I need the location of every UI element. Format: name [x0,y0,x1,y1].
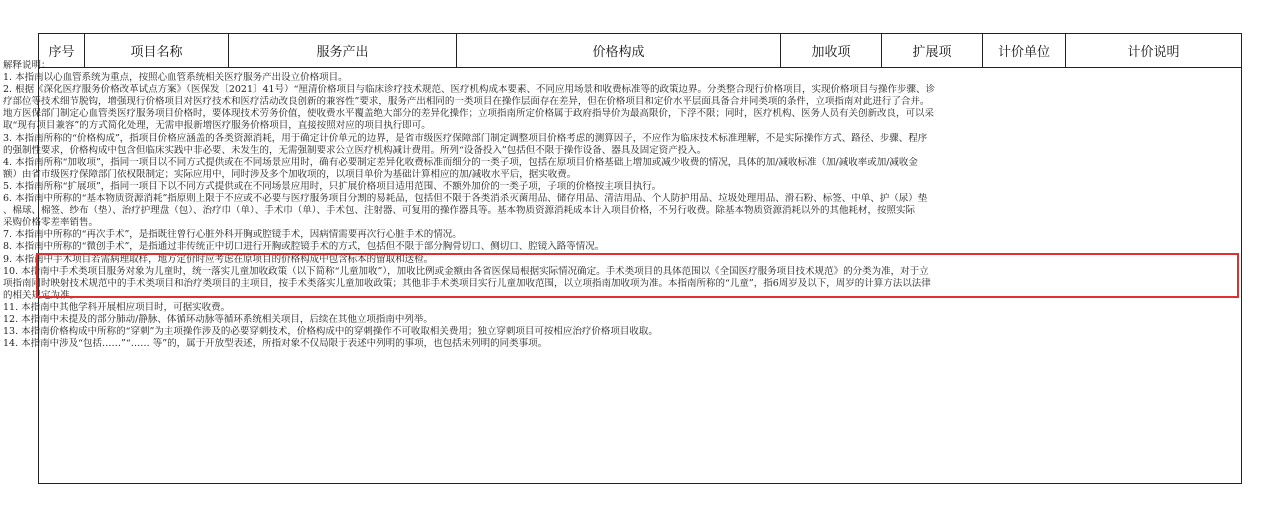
header-pricing-notes: 计价说明 [1127,45,1180,60]
header-price-composition: 价格构成 [457,34,781,67]
header-service-output: 服务产出 [229,34,457,67]
note-line: 疗部位等技术细节脱钩，增强现行价格项目对医疗技术和医疗活动改良创新的兼容性”要求，服务产出相同的一类项目在操作层面存在差异，但在价格项目和定价水平层面具备合并同类项的条件，立项指南对此进行了合并。 [3,96,930,108]
note-line: 10. 本指南中手术类项目服务对象为儿童时，统一落实儿童加收政策（以下简称“儿童加收”），加收比例或金额由各省医保局根据实际情况确定。手术类项目的具体范围以《全国医疗服务项目技术规范》的分类为准，对于立 [3,265,929,277]
note-line: 额）由省市级医疗保障部门依权限制定；实际应用中，同时涉及多个加收项的，以项目单价为基础计算相应的加/减收水平后，据实收费。 [3,168,577,180]
note-line: 8. 本指南中所称的“微创手术”，是指通过非传统正中切口进行开胸或腔镜手术的方式，包括但不限于部分胸骨切口、侧切口、腔镜入路等情况。 [3,241,605,253]
header-item-name: 项目名称 [85,34,229,67]
note-line: 14. 本指南中涉及“包括……”“…… 等”的，属于开放型表述，所指对象不仅局限于表述中列明的事项，也包括未列明的同类事项。 [3,338,548,350]
notes-title: 解释说明： [3,60,51,71]
note-line: 2. 根据《深化医疗服务价格改革试点方案》（医保发〔2021〕41号）“厘清价格项目与临床诊疗技术规范、医疗机构成本要素、不同应用场景和收费标准等的政策边界。分类整合现行价格项目，实现价格项目与操作步骤、诊 [3,84,935,96]
note-line: 7. 本指南中所称的“再次手术”，是指既往曾行心脏外科开胸或腔镜手术，因病情需要再次行心脏手术的情况。 [3,229,462,241]
header-pricing-unit: 计价单位 [983,34,1066,67]
note-line: 5. 本指南所称“扩展项”，指同一项目下以不同方式提供或在不同场景应用时，只扩展价格项目适用范围、不额外加价的一类子项，子项的价格按主项目执行。 [3,180,662,192]
header-extension: 扩展项 [882,34,983,67]
note-line: 9. 本指南中手术项目若需病理取样，地方定价时应考虑在原项目的价格构成中包含标本的留取和送检。 [3,253,434,265]
note-line: 的相关规定为准。 [3,289,80,301]
note-line: 项指南同时映射技术规范中的手术类项目和治疗类项目的主项目，按手术类落实儿童加收政策；其他非手术类项目实行儿童加收范围，以立项指南加收项为准。本指南所称的“儿童”，指6周岁及以下，周岁的计算方法以法律 [3,277,931,289]
note-line-highlighted: 6. 本指南中所称的“基本物质资源消耗”指原则上限于不应或不必要与医疗服务项目分割的易耗品，包括但不限于各类消杀灭菌用品、储存用品、清洁用品、个人防护用品、垃圾处理用品、滑石粉、标签、中单、护（尿）垫 [3,193,928,205]
note-line: 地方医保部门制定心血管类医疗服务项目价格时，要体现技术劳务价值，使收费水平覆盖绝大部分的差异化操作；立项指南所定价格属于政府指导价为最高限价，下浮不限；同时，医疗机构、医务人员有关创新改良，可以采 [3,108,935,120]
header-surcharge: 加收项 [781,34,882,67]
note-line-highlighted: 采购价格零差率销售。 [3,217,99,229]
note-line: 4. 本指南所称“加收项”，指同一项目以不同方式提供或在不同场景应用时，确有必要制定差异化收费标准而细分的一类子项，包括在原项目价格基础上增加或减少收费的情况，具体的加/减收标准（加/减收率或加/减收金 [3,156,918,168]
note-line: 3. 本指南所称的“价格构成”，指项目价格应涵盖的各类资源消耗，用于确定计价单元的边界，是省市级医疗保障部门制定调整项目价格考虑的测算因子，不应作为临床技术标准理解，不是实际操作方式、路径、步骤、程序 [3,132,928,144]
note-line: 的强制性要求，价格构成中包含但临床实践中非必要、未发生的，无需强制要求公立医疗机构减计费用。所列“设备投入”包括但不限于操作设备、器具及固定资产投入。 [3,144,707,156]
note-line-highlighted: 、棉球、棉签、纱布（垫）、治疗护理盘（包）、治疗巾（单）、手术巾（单）、手术包、注射器、可复用的操作器具等。基本物质资源消耗成本计入项目价格，不另行收费。除基本物质资源消耗以外的其他耗材，按照实际 [3,205,916,217]
note-line: 12. 本指南中未提及的部分肺动/静脉、体循环动脉等循环系统相关项目，后续在其他立项指南中列举。 [3,313,433,325]
note-line: 取“现有项目兼容”的方式简化处理，无需申报新增医疗服务价格项目，直接按照对应的项目执行即可。 [3,120,431,132]
note-line: 13. 本指南价格构成中所称的“穿刺”为主项操作涉及的必要穿刺技术，价格构成中的穿刺操作不可收取相关费用；独立穿刺项目可按相应治疗价格项目收取。 [3,326,658,338]
note-line: 11. 本指南中其他学科开展相应项目时，可据实收费。 [3,301,231,313]
header-index: 序号 [39,34,85,67]
explanatory-notes [3,60,1199,350]
note-line: 1. 本指南以心血管系统为重点，按照心血管系统相关医疗服务产出设立价格项目。 [3,72,348,84]
